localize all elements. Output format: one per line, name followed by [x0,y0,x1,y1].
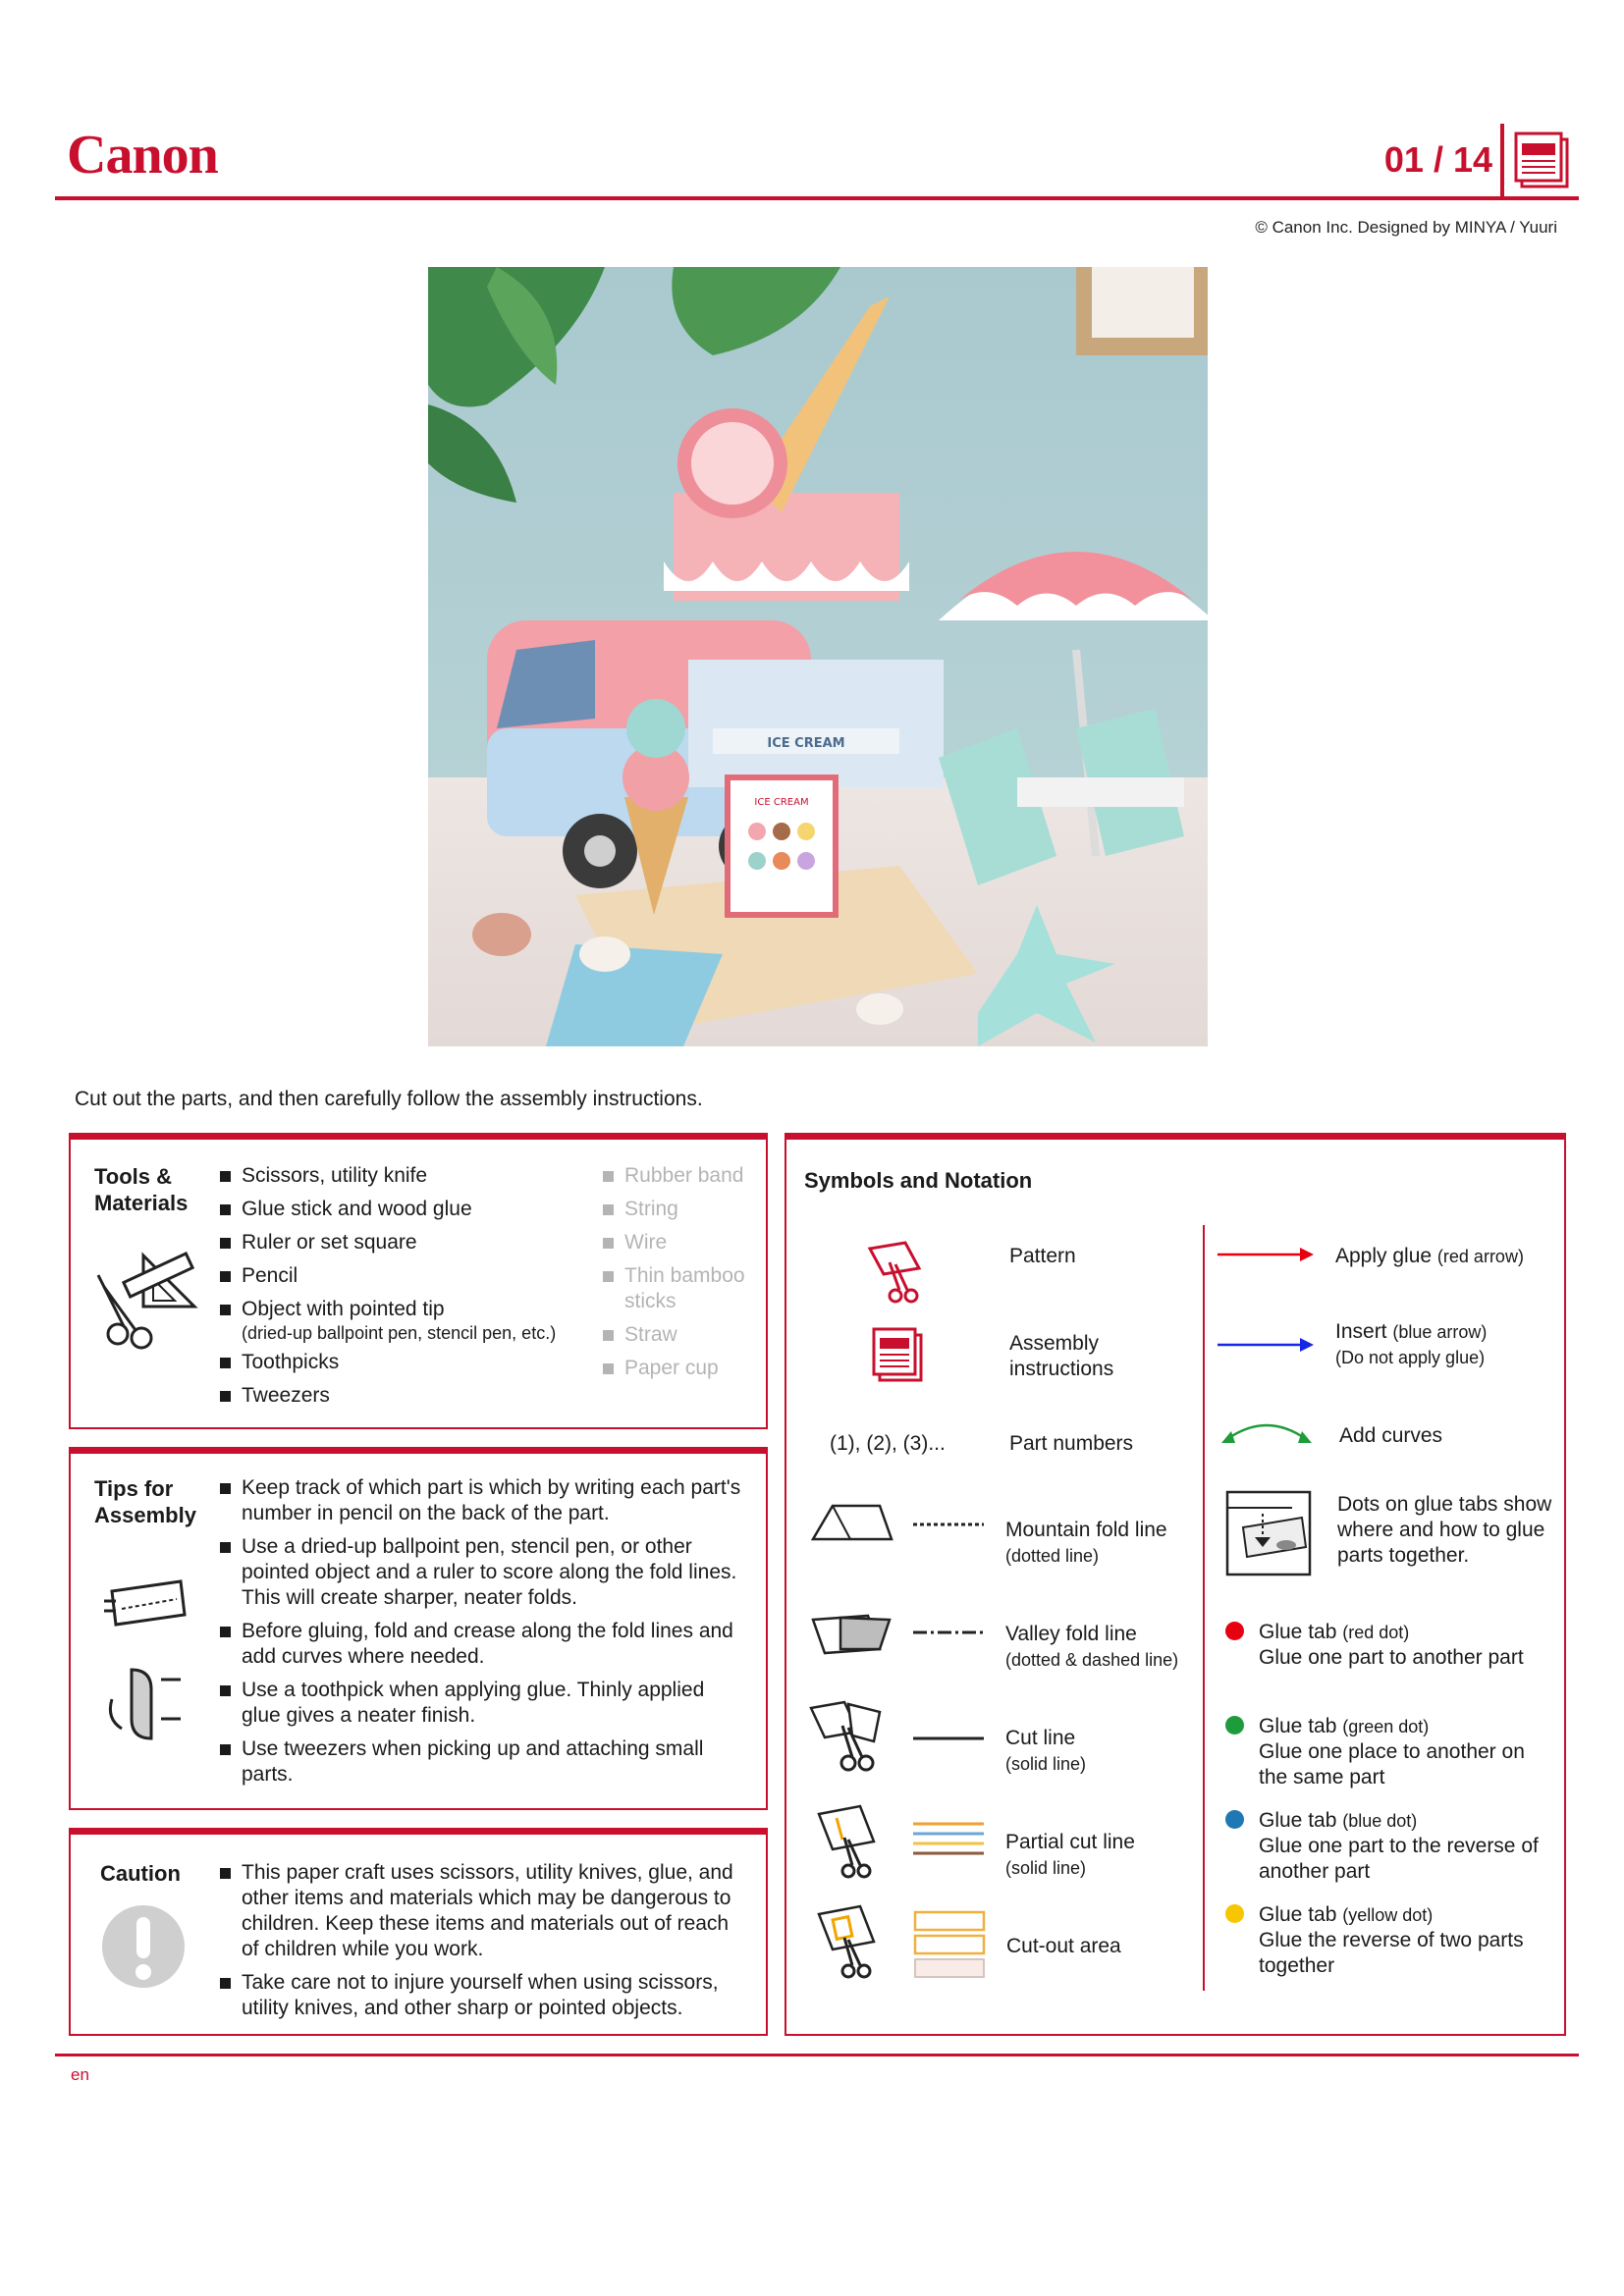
tips-list [218,1475,748,1795]
yellow-tab-desc: Glue the reverse of two parts together [1259,1929,1524,1977]
optional-item: Rubber band [601,1163,758,1189]
cut-line-label [1005,1726,1086,1777]
tools-title: Tools & Materials [94,1164,189,1215]
copyright: © Canon Inc. Designed by MINYA / Yuuri [1255,218,1557,237]
optional-item: Wire [601,1230,758,1255]
insert-note: (blue arrow) [1392,1322,1488,1342]
tool-item [218,1297,591,1344]
optional-item: String [601,1197,758,1222]
tip-item: Keep track of which part is which by writing each part's number in pencil on the back of the part. [218,1475,748,1526]
blue-glue-tab-label [1259,1808,1553,1885]
cut-out-area-label: Cut-out area [1006,1935,1121,1957]
caution-list [218,1860,748,2029]
tool-item: Tweezers [218,1383,591,1409]
glue-tab-dots-icon [1223,1488,1314,1578]
tip-item: Use a dried-up ballpoint pen, stencil pen, or other pointed object and a ruler to score along the fold lines. This will create sharper, neater folds. [218,1534,748,1611]
tool-item: Pencil [218,1263,591,1289]
add-curves-icon [1218,1414,1316,1449]
part-numbers-label: Part numbers [1009,1432,1134,1455]
tip-item: Use tweezers when picking up and attaching small parts. [218,1736,748,1788]
tool-item: Glue stick and wood glue [218,1197,591,1222]
tip-item: Before gluing, fold and crease along the fold lines and add curves where needed. [218,1619,748,1670]
symbols-title: Symbols and Notation [804,1168,1033,1193]
language-code: en [71,2065,89,2084]
footer-rule [55,2054,1579,2056]
cut-out-area-swatches [913,1908,986,1981]
caution-item: Take care not to injure yourself when using scissors, utility knives, and other sharp or pointed objects. [218,1970,748,2021]
part-numbers-example: (1), (2), (3)... [830,1432,946,1455]
tool-item-note: (dried-up ballpoint pen, stencil pen, etc.) [242,1323,557,1343]
valley-fold-line [913,1629,984,1635]
blue-dot-icon [1225,1810,1244,1829]
tools-materials-panel [69,1133,768,1429]
apply-glue-text: Apply glue [1335,1245,1433,1267]
product-photo [428,267,1208,1046]
cut-line-sample [913,1735,984,1741]
cut-line-icon [809,1698,888,1777]
red-dot-icon [1225,1622,1244,1640]
valley-fold-icon [811,1610,893,1655]
valley-fold-note: (dotted & dashed line) [1005,1650,1179,1670]
green-tab-note: (green dot) [1342,1717,1430,1736]
partial-cut-label [1005,1830,1135,1881]
green-tab-desc: Glue one place to another on the same part [1259,1740,1525,1789]
tips-title: Tips for Assembly [94,1476,196,1527]
tools-list [218,1163,591,1416]
blue-tab-note: (blue dot) [1342,1811,1418,1831]
blue-tab-text: Glue tab [1259,1809,1337,1832]
tools-icon [84,1248,202,1356]
cut-out-area-icon [815,1902,888,1981]
tool-item-label: Object with pointed tip [242,1298,445,1320]
yellow-glue-tab-label [1259,1902,1553,1979]
pattern-label: Pattern [1009,1245,1076,1267]
apply-glue-note: (red arrow) [1436,1247,1524,1266]
partial-cut-text: Partial cut line [1005,1831,1135,1853]
cut-line-note: (solid line) [1005,1754,1087,1774]
scoring-hands-icon [102,1572,190,1630]
tool-item: Ruler or set square [218,1230,591,1255]
intro-text: Cut out the parts, and then carefully follow the assembly instructions. [75,1088,703,1110]
mountain-fold-line [913,1522,984,1527]
insert-label [1335,1319,1487,1370]
red-arrow-icon [1218,1245,1316,1264]
header-rule [55,196,1579,200]
tip-item: Use a toothpick when applying glue. Thinly applied glue gives a neater finish. [218,1678,748,1729]
insert-text: Insert [1335,1320,1387,1343]
caution-title: Caution [100,1861,181,1886]
cut-line-text: Cut line [1005,1727,1076,1749]
red-tab-desc: Glue one part to another part [1259,1646,1524,1669]
red-tab-note: (red dot) [1342,1623,1410,1642]
add-curves-label: Add curves [1339,1424,1443,1447]
red-tab-text: Glue tab [1259,1621,1337,1643]
assembly-label: Assembly instructions [1009,1332,1114,1380]
instructions-document-icon [1512,130,1575,192]
glue-tab-dots-label: Dots on glue tabs show where and how to glue parts together. [1337,1493,1552,1567]
blue-tab-desc: Glue one part to the reverse of another part [1259,1835,1539,1883]
folding-hands-icon [102,1660,190,1748]
assembly-instructions-icon [870,1325,925,1384]
mountain-fold-label [1005,1518,1167,1569]
header-separator [1500,124,1504,198]
red-glue-tab-label [1259,1620,1553,1671]
green-glue-tab-label [1259,1714,1553,1790]
pattern-icon [866,1239,929,1308]
tool-item: Toothpicks [218,1350,591,1375]
valley-fold-text: Valley fold line [1005,1623,1137,1645]
partial-cut-note: (solid line) [1005,1858,1087,1878]
canon-logo: Canon [67,125,218,186]
green-dot-icon [1225,1716,1244,1735]
page-number: 01 / 14 [1383,139,1492,180]
optional-item: Thin bamboo sticks [601,1263,758,1314]
yellow-tab-text: Glue tab [1259,1903,1337,1926]
photo-sign-text: ICE CREAM [767,736,845,751]
caution-panel [69,1828,768,2036]
mountain-fold-text: Mountain fold line [1005,1519,1167,1541]
tips-panel [69,1447,768,1810]
valley-fold-label [1005,1622,1178,1673]
mountain-fold-note: (dotted line) [1005,1546,1100,1566]
apply-glue-label [1335,1244,1524,1269]
exclamation-icon [100,1903,187,1990]
blue-arrow-icon [1218,1335,1316,1355]
symbols-divider [1203,1225,1205,1991]
yellow-dot-icon [1225,1904,1244,1923]
optional-item: Straw [601,1322,758,1348]
green-tab-text: Glue tab [1259,1715,1337,1737]
optional-materials-list [601,1163,758,1389]
tool-item: Scissors, utility knife [218,1163,591,1189]
photo-menu-text: ICE CREAM [754,797,809,808]
optional-item: Paper cup [601,1356,758,1381]
insert-note-2: (Do not apply glue) [1335,1348,1486,1367]
partial-cut-lines [913,1820,984,1859]
caution-item: This paper craft uses scissors, utility knives, glue, and other items and materials which may be dangerous to children. Keep these items and materials out of reach of children while you work. [218,1860,748,1962]
yellow-tab-note: (yellow dot) [1342,1905,1434,1925]
mountain-fold-icon [811,1502,893,1545]
partial-cut-icon [815,1802,888,1881]
